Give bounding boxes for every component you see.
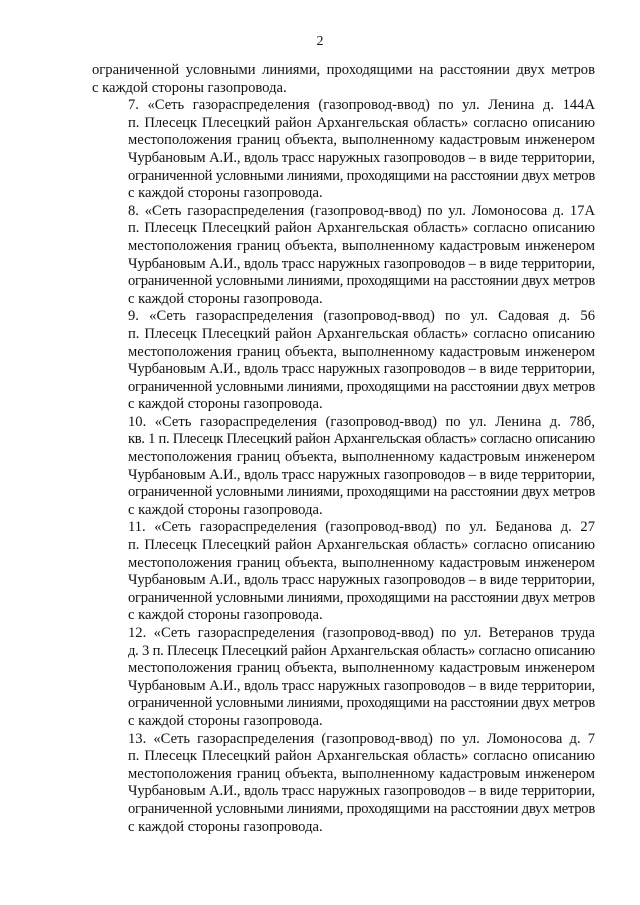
text-line: 13. «Сеть газораспределения (газопровод-ввод) по ул. Ломоносова д. 7 — [128, 730, 595, 747]
text-line: п. Плесецк Плесецкий район Архангельская область» согласно описанию — [128, 537, 595, 554]
text-line: 7. «Сеть газораспределения (газопровод-ввод) по ул. Ленина д. 144А — [128, 97, 595, 114]
text-line: п. Плесецк Плесецкий район Архангельская область» согласно описанию — [128, 325, 595, 342]
text-line: ограниченной условными линиями, проходящими на расстоянии двух метров — [128, 589, 595, 606]
text-line: 8. «Сеть газораспределения (газопровод-ввод) по ул. Ломоносова д. 17А — [128, 202, 595, 219]
text-line: местоположения границ объекта, выполненному кадастровым инженером — [128, 343, 595, 360]
text-line: местоположения границ объекта, выполненному кадастровым инженером — [128, 237, 595, 254]
text-line: п. Плесецк Плесецкий район Архангельская область» согласно описанию — [128, 220, 595, 237]
paragraph-item-12 — [92, 625, 595, 731]
text-line: ограниченной условными линиями, проходящими на расстоянии двух метров — [128, 800, 595, 817]
text-line: местоположения границ объекта, выполненному кадастровым инженером — [128, 554, 595, 571]
paragraph-item-7 — [92, 97, 595, 203]
paragraph-item-11 — [92, 519, 595, 625]
text-line: с каждой стороны газопровода. — [128, 607, 323, 624]
text-line: Чурбановым А.И., вдоль трасс наружных газопроводов – в виде территории, — [128, 572, 595, 589]
paragraph-item-8 — [92, 203, 595, 309]
text-line: местоположения границ объекта, выполненному кадастровым инженером — [128, 132, 595, 149]
text-line: 9. «Сеть газораспределения (газопровод-ввод) по ул. Садовая д. 56 — [128, 308, 595, 325]
text-line: Чурбановым А.И., вдоль трасс наружных газопроводов – в виде территории, — [128, 783, 595, 800]
text-line: местоположения границ объекта, выполненному кадастровым инженером — [128, 765, 595, 782]
text-line: п. Плесецк Плесецкий район Архангельская область» согласно описанию — [128, 748, 595, 765]
text-line: ограниченной условными линиями, проходящими на расстоянии двух метров — [128, 378, 595, 395]
paragraph-item-9 — [92, 308, 595, 414]
text-line: с каждой стороны газопровода. — [128, 712, 323, 729]
paragraph-continuation — [92, 62, 595, 97]
text-line: Чурбановым А.И., вдоль трасс наружных газопроводов – в виде территории, — [128, 677, 595, 694]
text-line: местоположения границ объекта, выполненному кадастровым инженером — [128, 449, 595, 466]
text-line: с каждой стороны газопровода. — [128, 818, 323, 835]
text-line: с каждой стороны газопровода. — [128, 501, 323, 518]
text-line: ограниченной условными линиями, проходящими на расстоянии двух метров — [92, 62, 595, 78]
text-line: п. Плесецк Плесецкий район Архангельская область» согласно описанию — [128, 114, 595, 131]
text-line: ограниченной условными линиями, проходящими на расстоянии двух метров — [128, 167, 595, 184]
text-line: с каждой стороны газопровода. — [128, 185, 323, 202]
text-line: ограниченной условными линиями, проходящими на расстоянии двух метров — [128, 273, 595, 290]
text-line: местоположения границ объекта, выполненному кадастровым инженером — [128, 660, 595, 677]
text-line: ограниченной условными линиями, проходящими на расстоянии двух метров — [128, 695, 595, 712]
text-line: 10. «Сеть газораспределения (газопровод-ввод) по ул. Ленина д. 78б, — [128, 413, 595, 430]
text-line: с каждой стороны газопровода. — [128, 290, 323, 307]
text-line: кв. 1 п. Плесецк Плесецкий район Архангельская область» согласно описанию — [128, 431, 595, 448]
text-line: с каждой стороны газопровода. — [92, 79, 287, 96]
paragraph-item-10 — [92, 414, 595, 520]
text-line: с каждой стороны газопровода. — [128, 396, 323, 413]
text-line: 11. «Сеть газораспределения (газопровод-ввод) по ул. Беданова д. 27 — [128, 519, 595, 536]
paragraph-item-13 — [92, 731, 595, 837]
text-line: Чурбановым А.И., вдоль трасс наружных газопроводов – в виде территории, — [128, 466, 595, 483]
text-line: д. 3 п. Плесецк Плесецкий район Архангельская область» согласно описанию — [128, 642, 595, 659]
document-body — [92, 62, 595, 836]
text-line: Чурбановым А.И., вдоль трасс наружных газопроводов – в виде территории, — [128, 149, 595, 166]
text-line: 12. «Сеть газораспределения (газопровод-ввод) по ул. Ветеранов труда — [128, 625, 595, 641]
text-line: Чурбановым А.И., вдоль трасс наружных газопроводов – в виде территории, — [128, 255, 595, 272]
text-line: ограниченной условными линиями, проходящими на расстоянии двух метров — [128, 484, 595, 501]
page-number: 2 — [316, 34, 324, 49]
text-line: Чурбановым А.И., вдоль трасс наружных газопроводов – в виде территории, — [128, 361, 595, 378]
